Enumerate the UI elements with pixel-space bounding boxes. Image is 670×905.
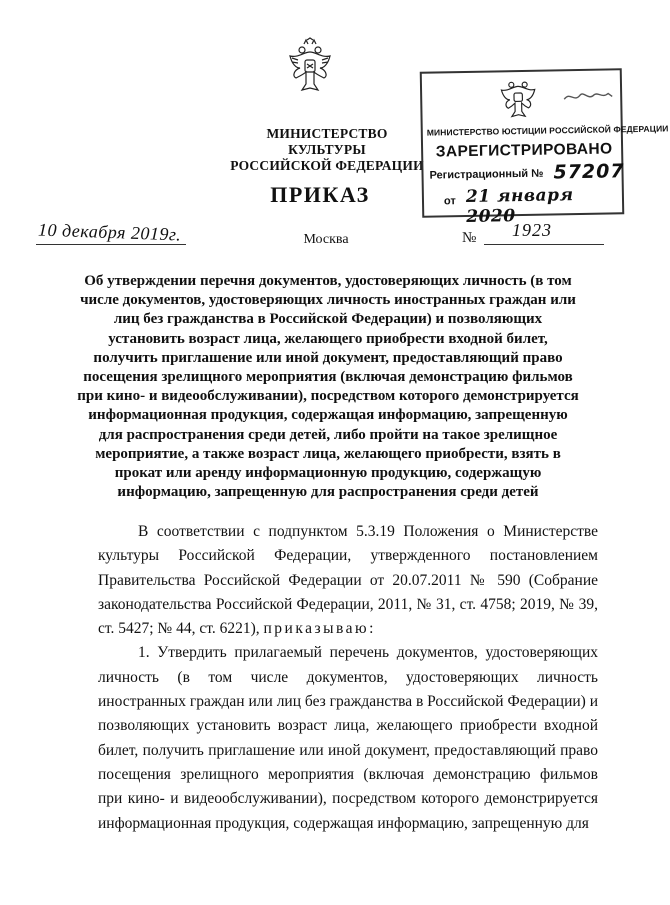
ministry-name — [230, 126, 424, 174]
ministry-line-2: РОССИЙСКОЙ ФЕДЕРАЦИИ — [230, 158, 424, 173]
stamp-eagle-icon — [498, 78, 539, 119]
order-number-label: № — [462, 230, 477, 246]
order-word: приказываю: — [263, 620, 376, 638]
city: Москва — [303, 232, 349, 247]
ministry-line-1: МИНИСТЕРСТВО КУЛЬТУРЫ — [266, 126, 388, 157]
stamp-signature-icon — [562, 88, 614, 105]
preamble-paragraph — [98, 520, 598, 641]
document-heading: Об утверждении перечня документов, удостоверяющих личность (в том числе документов, удостоверяющих личность иностранных граждан или лиц без гражданства в Российской Федерации) и позволяющих установить возраст лица, желающего приобрести входной билет, получить приглашение или иной документ, предоставляющий право посещения зрелищного мероприятия (включая демонстрацию фильмов при кино- и видеообслуживании), посредством которого демонстрируется информационная продукция, содержащая информацию, запрещенную для распространения среди детей, либо пройти на такое зрелищное мероприятие, а также возраст лица, желающего приобрести, взять в прокат или аренду информационную продукцию, содержащую информацию, запрещенную для распространения среди детей — [77, 273, 579, 501]
document-body — [98, 520, 598, 836]
stamp-regno-label: Регистрационный № — [429, 167, 544, 182]
double-headed-eagle-icon — [286, 38, 334, 94]
item-1-paragraph: 1. Утвердить прилагаемый перечень документов, удостоверяющих личность (в том числе документов, удостоверяющих личность иностранных граждан или лиц без гражданства в Российской Федерации) и позволяющих установить возраст лица, желающего приобрести входной билет, получить приглашение или иной документ, предоставляющий право посещения зрелищного мероприятия (включая демонстрацию фильмов при кино- и видеообслуживании), посредством которого демонстрируется информационная продукция, содержащая информацию, запрещенную для — [98, 644, 598, 832]
stamp-date-value: 21 января 2020 — [465, 185, 574, 227]
stamp-registered-label: ЗАРЕГИСТРИРОВАНО — [435, 140, 613, 161]
document-title: ПРИКАЗ — [270, 182, 370, 207]
stamp-regno-value: 57207 — [553, 160, 625, 184]
stamp-date-label: от — [443, 195, 456, 208]
stamp-ministry-name: МИНИСТЕРСТВО ЮСТИЦИИ РОССИЙСКОЙ ФЕДЕРАЦИИ — [426, 123, 669, 138]
handwritten-date: 10 декабря 2019г. — [37, 219, 182, 245]
preamble-text: В соответствии с подпунктом 5.3.19 Положения о Министерстве культуры Российской Федерации, утвержденного постановлением Правительства Российской Федерации от 20.07.2011 № 590 (Собрание законодательства Российской Федерации, 2011, № 31, ст. 4758; 2019, № 39, ст. 5427; № 44, ст. 6221), — [98, 523, 598, 638]
number-underline — [484, 244, 604, 245]
order-number: 1923 — [512, 220, 552, 240]
